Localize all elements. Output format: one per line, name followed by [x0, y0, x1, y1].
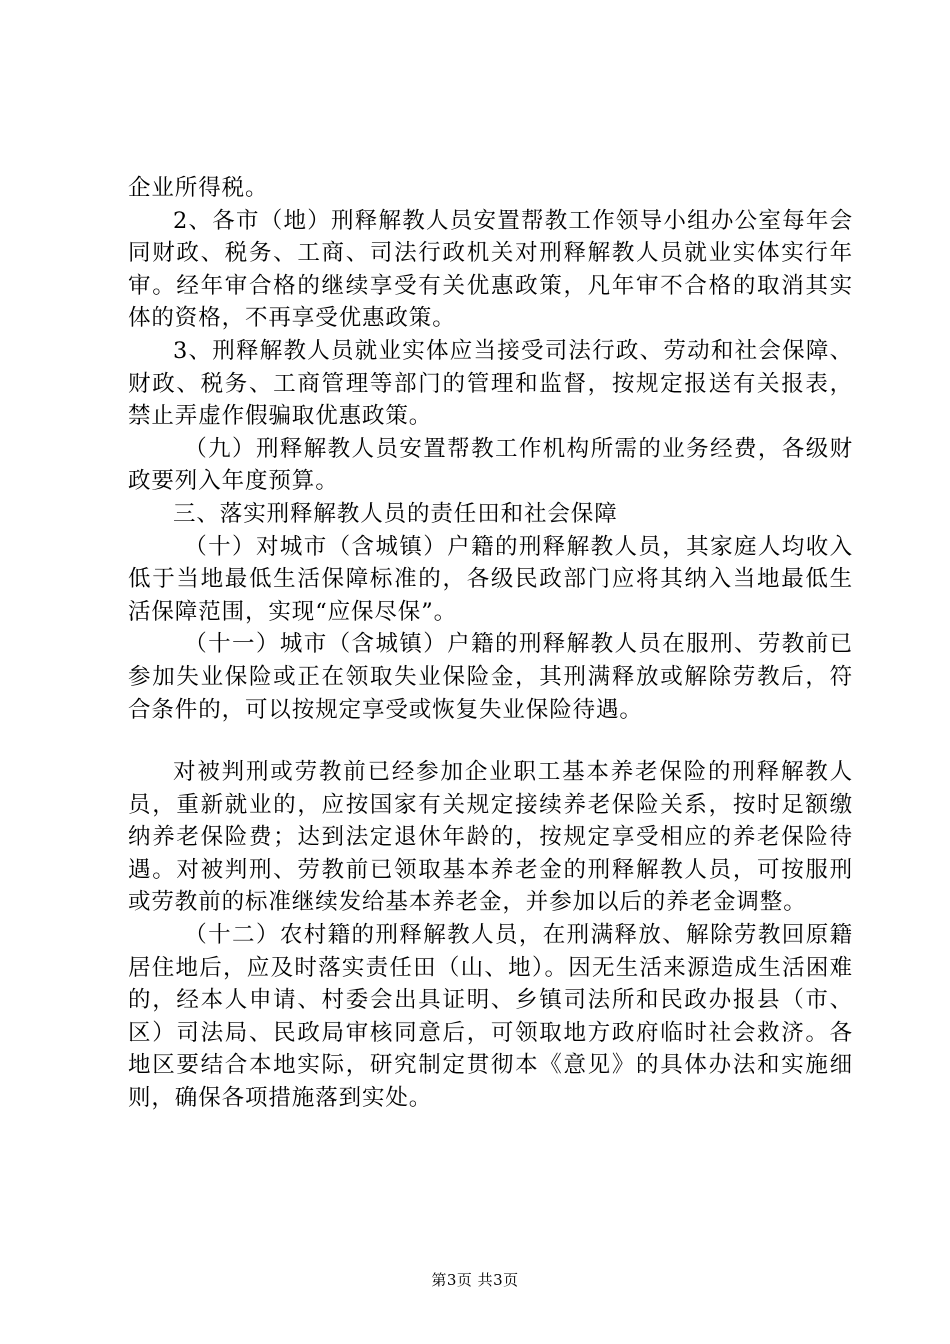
paragraph-section-11: （十一）城市（含城镇）户籍的刑释解教人员在服刑、劳教前已参加失业保险或正在领取失业保险金，其刑满释放或解除劳教后，符合条件的，可以按规定享受或恢复失业保险待遇。: [128, 631, 853, 723]
document-body: [128, 172, 853, 1115]
paragraph-item-3: 3、刑释解教人员就业实体应当接受司法行政、劳动和社会保障、财政、税务、工商管理等部门的管理和监督，按规定报送有关报表，禁止弄虚作假骗取优惠政策。: [128, 337, 853, 430]
paragraph-section-9: （九）刑释解教人员安置帮教工作机构所需的业务经费，各级财政要列入年度预算。: [128, 435, 853, 495]
paragraph-continuation: 企业所得税。: [128, 175, 269, 201]
paragraph-section-12: （十二）农村籍的刑释解教人员，在刑满释放、解除劳教回原籍居住地后，应及时落实责任田（山、地）。因无生活来源造成生活困难的，经本人申请、村委会出具证明、乡镇司法所和民政办报县（市、区）司法局、民政局审核同意后，可领取地方政府临时社会救济。各地区要结合本地实际，研究制定贯彻本《意见》的具体办法和实施细则，确保各项措施落到实处。: [128, 922, 853, 1112]
page-footer: 第3页 共3页: [431, 1271, 519, 1289]
paragraph-section-10: （十）对城市（含城镇）户籍的刑释解教人员，其家庭人均收入低于当地最低生活保障标准的，各级民政部门应将其纳入当地最低生活保障范围，实现“应保尽保”。: [128, 533, 853, 625]
section-heading-3: 三、落实刑释解教人员的责任田和社会保障: [173, 500, 618, 527]
paragraph-pension: 对被判刑或劳教前已经参加企业职工基本养老保险的刑释解教人员，重新就业的，应按国家有关规定接续养老保险关系，按时足额缴纳养老保险费；达到法定退休年龄的，按规定享受相应的养老保险待遇。对被判刑、劳教前已领取基本养老金的刑释解教人员，可按服刑或劳教前的标准继续发给基本养老金，并参加以后的养老金调整。: [128, 759, 853, 916]
paragraph-item-2: 2、各市（地）刑释解教人员安置帮教工作领导小组办公室每年会同财政、税务、工商、司法行政机关对刑释解教人员就业实体实行年审。经年审合格的继续享受有关优惠政策，凡年审不合格的取消其实体的资格，不再享受优惠政策。: [128, 207, 853, 332]
